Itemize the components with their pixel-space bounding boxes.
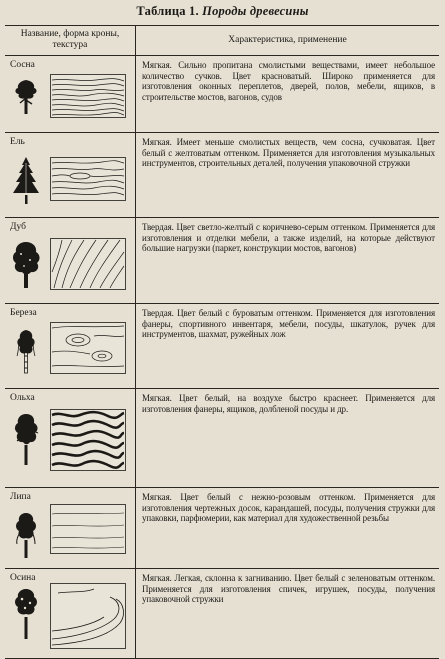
spruce-wood-texture-icon [50,157,126,201]
species-cell [5,304,136,389]
oak-tree-icon [11,240,41,290]
table-row [5,488,439,569]
table-row [5,218,439,304]
description-cell [136,304,440,389]
species-cell [5,56,136,133]
species-description: Твердая. Цвет белый с буроватым оттенком. Применяется для изготовления фанеры, спортивного инвентаря, мебели, посуды, шкатулок, ручек для инструментов, шахмат, ружейных лож [142,308,435,339]
species-name: Липа [10,492,31,502]
description-cell [136,488,440,569]
species-name: Ель [10,137,25,147]
species-description: Мягкая. Сильно пропитана смолистыми веществами, имеет небольшое количество сучков. Цвет красноватый. Широко применяется для изготовления оконных переплетов, дверей, полов, мебели, ящиков, в строительстве мостов, вагонов, судов [142,60,435,102]
description-cell [136,56,440,133]
aspen-tree-icon [11,587,41,641]
description-cell [136,389,440,488]
species-cell [5,133,136,218]
table-title-text: Породы древесины [202,4,309,18]
table-row [5,304,439,389]
species-description: Мягкая. Легкая, склонна к загниванию. Цвет белый с зеленоватым оттенком. Применяется для изготовления спичек, игрушек, посуды, получения упаковочной стружки [142,573,435,604]
birch-tree-icon [11,328,41,374]
pine-tree-icon [11,76,41,116]
table-title-number: Таблица 1. [136,4,199,18]
header-name-texture: Название, форма кроны, текстура [5,26,136,56]
species-name: Сосна [10,60,35,70]
species-description: Мягкая. Цвет белый с нежно-розовым оттенком. Применяется для изготовления чертежных досок, карандашей, посуды, получения стружки для упаковки, парфюмерии, как материал для художественной резьбы [142,492,435,523]
table-title [0,4,445,19]
species-name: Дуб [10,222,26,232]
species-description: Твердая. Цвет светло-желтый с коричнево-серым оттенком. Применяется для изготовления и отделки мебели, а также изделий, на которые действуют большие нагрузки (паркет, конструкции мостов, вагонов) [142,222,435,253]
species-description: Мягкая. Цвет белый, на воздухе быстро краснеет. Применяется для изготовления фанеры, ящиков, долбленой посуды и др. [142,393,435,414]
birch-wood-texture-icon [50,322,126,374]
wood-species-table [5,25,439,659]
header-characteristics: Характеристика, применение [136,26,440,56]
species-name: Осина [10,573,36,583]
species-name: Береза [10,308,37,318]
linden-tree-icon [11,510,41,560]
alder-tree-icon [11,411,41,467]
linden-wood-texture-icon [50,504,126,554]
table-row [5,56,439,133]
table-header-row [5,26,439,56]
description-cell [136,569,440,659]
table-row [5,133,439,218]
description-cell [136,218,440,304]
species-cell [5,569,136,659]
species-description: Мягкая. Имеет меньше смолистых веществ, чем сосна, сучковатая. Цвет белый с желтоватым оттенком. Применяется для изготовления музыкальных инструментов, строительных деталей, получения упаковочной стружки [142,137,435,168]
spruce-tree-icon [11,155,41,205]
alder-wood-texture-icon [50,409,126,471]
oak-wood-texture-icon [50,238,126,290]
species-cell [5,218,136,304]
species-name: Ольха [10,393,35,403]
table-row [5,389,439,488]
pine-wood-texture-icon [50,74,126,118]
aspen-wood-texture-icon [50,583,126,649]
species-cell [5,389,136,488]
table-row [5,569,439,659]
species-cell [5,488,136,569]
description-cell [136,133,440,218]
